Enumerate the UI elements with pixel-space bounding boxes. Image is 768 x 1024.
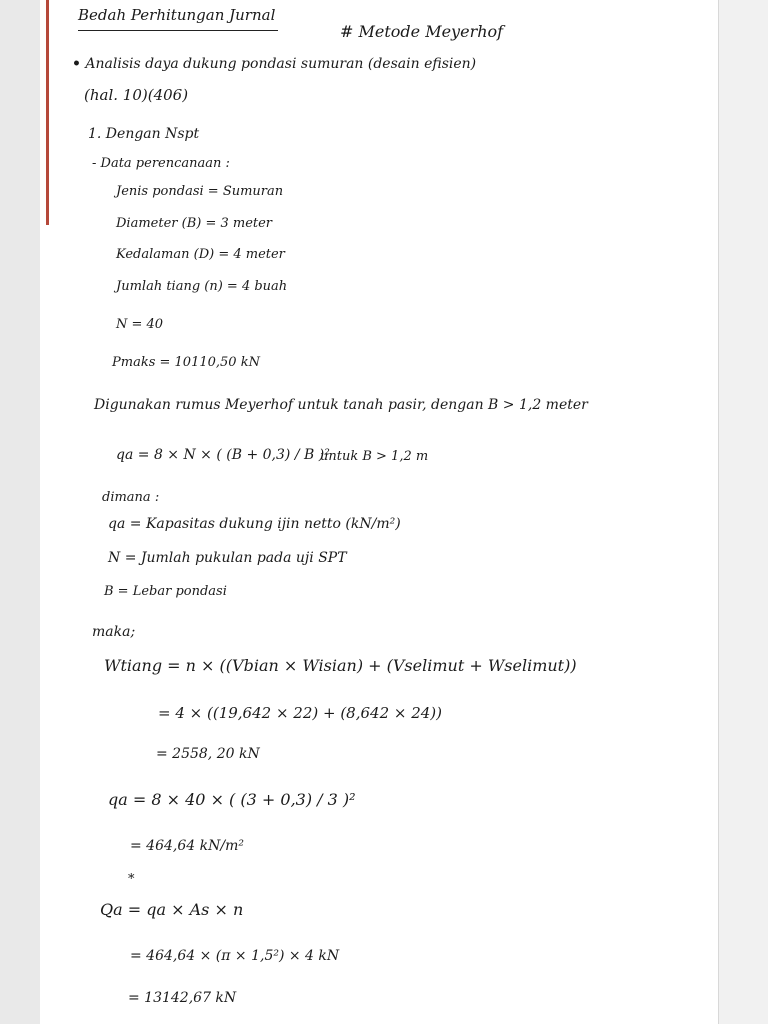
page-reference: (hal. 10)(406) — [84, 86, 189, 104]
def-qa: qa = Kapasitas dukung ijin netto (kN/m²) — [108, 516, 401, 532]
wtiang-result: = 2558, 20 kN — [156, 746, 260, 762]
page-title: Bedah Perhitungan Jurnal — [78, 6, 276, 24]
formula-intro: Digunakan rumus Meyerhof untuk tanah pasir, dengan B > 1,2 meter — [94, 397, 588, 413]
def-n: N = Jumlah pukulan pada uji SPT — [108, 550, 347, 566]
analysis-line — [72, 56, 476, 72]
data-item-type: Jenis pondasi = Sumuran — [116, 184, 284, 199]
data-label: - Data perencanaan : — [92, 156, 230, 171]
qa-formula: qa = 8 × N × ( (B + 0,3) / B )² — [116, 447, 330, 463]
qa-calc-formula: qa = 8 × 40 × ( (3 + 0,3) / 3 )² — [108, 790, 356, 809]
qa-calc-result: = 464,64 kN/m² — [130, 838, 244, 854]
margin-line — [46, 0, 49, 225]
bullet-icon: • — [72, 56, 81, 72]
section-heading: 1. Dengan Nspt — [88, 126, 200, 142]
star-mark: * — [128, 872, 135, 887]
def-b: B = Lebar pondasi — [104, 584, 227, 599]
analysis-text: Analisis daya dukung pondasi sumuran (desain efisien) — [85, 56, 477, 72]
wtiang-formula: Wtiang = n × ((Vbian × Wisian) + (Vselimut + Wselimut)) — [104, 656, 577, 675]
Qa-formula: Qa = qa × As × n — [100, 900, 244, 919]
title-underline — [78, 30, 278, 31]
Qa-result: = 13142,67 kN — [128, 990, 237, 1006]
data-item-depth: Kedalaman (D) = 4 meter — [116, 247, 285, 262]
method-title: # Metode Meyerhof — [340, 22, 504, 41]
Qa-substitution: = 464,64 × (π × 1,5²) × 4 kN — [130, 948, 340, 964]
data-item-pmaks: Pmaks = 10110,50 kN — [112, 355, 260, 370]
where-label: dimana : — [102, 490, 160, 505]
notebook-page — [40, 0, 718, 1024]
data-item-n: N = 40 — [116, 317, 164, 332]
wtiang-substitution: = 4 × ((19,642 × 22) + (8,642 × 24)) — [158, 704, 443, 722]
calc-label: maka; — [92, 624, 136, 640]
qa-condition: untuk B > 1,2 m — [320, 449, 429, 464]
page-edge — [718, 0, 768, 1024]
data-item-diameter: Diameter (B) = 3 meter — [116, 216, 273, 231]
data-item-count: Jumlah tiang (n) = 4 buah — [116, 279, 288, 294]
